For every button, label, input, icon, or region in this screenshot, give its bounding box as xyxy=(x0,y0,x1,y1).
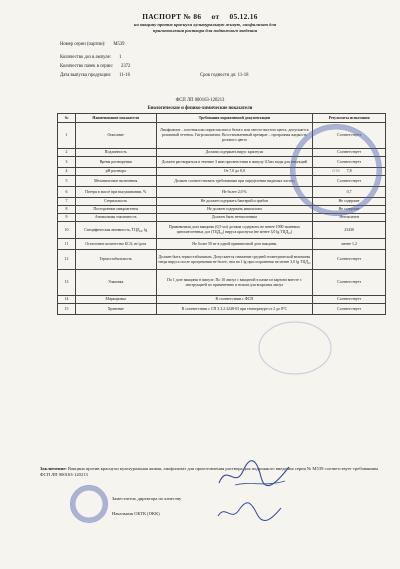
result-cell: Соответствует xyxy=(313,157,386,168)
stamp-faint-mark xyxy=(255,318,335,378)
indicator-name-cell: Термостабильность xyxy=(75,250,156,270)
boxes-label: Количество пачек в серии: xyxy=(60,64,113,69)
table-row xyxy=(58,304,386,315)
result-cell: Соответствует xyxy=(313,176,386,187)
result-cell: Нетоксичен xyxy=(313,214,386,222)
requirement-cell: Не должен содержать бактерий и грибов xyxy=(156,198,313,206)
meta-production-date xyxy=(60,73,130,79)
table-row xyxy=(58,222,386,239)
boxes-value: 2372 xyxy=(120,64,131,69)
row-number-cell: 1 xyxy=(58,123,76,149)
expiry-value: 11-18 xyxy=(237,73,249,78)
requirement-cell: Лиофилизат – плотная или пористая масса белого или светло-желтого цвета, допускается розоватый оттенок. Гигроскопична. Восстановленный препарат – прозрачная жидкость розового цвета xyxy=(156,123,313,149)
row-number-cell: 8 xyxy=(58,206,76,214)
requirement-cell: От 7,0 до 8,0 xyxy=(156,168,313,176)
row-number-cell: 5 xyxy=(58,176,76,187)
indicator-name-cell: Стерильность xyxy=(75,198,156,206)
indicator-name-cell: Посторонние микроагенты xyxy=(75,206,156,214)
indicator-name-cell: Подлинность xyxy=(75,149,156,157)
row-number-cell: 14 xyxy=(58,296,76,304)
result-cell: Соответствует xyxy=(313,149,386,157)
row-number-cell: 2 xyxy=(58,149,76,157)
result-cell: Соответствует xyxy=(313,123,386,149)
result-cell: Соответствует xyxy=(313,270,386,296)
table-row xyxy=(58,270,386,296)
requirement-cell: Должен соответствовать требованиям при определении видимых частиц xyxy=(156,176,313,187)
series-label: Номер серии (партии): xyxy=(60,42,106,47)
indicator-name-cell: Механические включения xyxy=(75,176,156,187)
expiry-label: Срок годности до: xyxy=(200,73,237,78)
indicator-name-cell: Описание xyxy=(75,123,156,149)
column-header-results: Результаты испытания xyxy=(313,114,386,123)
row-number-cell: 3 xyxy=(58,157,76,168)
signer-quality-deputy: Заместитель директора по качеству xyxy=(112,496,182,501)
doses-value: 1 xyxy=(118,55,122,60)
conclusion-text: Вакцина против краснухи культуральная живая, лиофилизат для приготовления раствора для подкожного введения серия № М539 соответствует требованиям ФСП ЛП 000163-120213 xyxy=(40,466,378,477)
requirement-cell: Должен быть термостабильным. Допускается снижение средней геометрической величины титра вируса после прогревания не более, чем на 1 lg при сохранении не менее 3,0 lg ТЦД₅₀ xyxy=(156,250,313,270)
requirement-cell: В соответствии с СП 3.3.2.3248-03 при температуре от 2 до 8°С xyxy=(156,304,313,315)
meta-doses xyxy=(60,55,121,61)
meta-expiry xyxy=(200,73,248,78)
row-number-cell: 4 xyxy=(58,168,76,176)
result-cell: 0,7 xyxy=(313,187,386,198)
table-row xyxy=(58,296,386,304)
requirement-cell: Не более 50 нг в одной прививочной дозе вакцины xyxy=(156,239,313,250)
requirement-cell: Должен быть нетоксичным xyxy=(156,214,313,222)
requirement-cell: По 1 дозе вакцины в ампуле. По 10 ампул с вакциной в пачке из картона вместе с инструкцией по применению и ножом для вскрытия ампул xyxy=(156,270,313,296)
fsp-reference: ФСП ЛП 000163-120213 xyxy=(175,98,225,103)
requirement-cell: Должен растворяться в течение 3 мин при внесении в ампулу 0,5мл воды для инъекций xyxy=(156,157,313,168)
row-number-cell: 15 xyxy=(58,304,76,315)
requirement-cell: Не более 2,0 % xyxy=(156,187,313,198)
indicator-name-cell: Потеря в массе при высушивании, % xyxy=(75,187,156,198)
conclusion-label: Заключение: xyxy=(40,466,67,471)
row-number-cell: 12 xyxy=(58,250,76,270)
row-number-cell: 10 xyxy=(58,222,76,239)
table-row xyxy=(58,239,386,250)
result-cell: Не содержит xyxy=(313,206,386,214)
row-number-cell: 6 xyxy=(58,187,76,198)
stamp-label: ОТК xyxy=(332,167,340,173)
indicator-name-cell: Время растворения xyxy=(75,157,156,168)
production-date-value: 11-16 xyxy=(119,73,130,78)
doses-label: Количество доз в ампуле: xyxy=(60,55,111,60)
signature-deputy xyxy=(215,455,295,495)
organization-stamp xyxy=(290,124,382,216)
column-header-requirements: Требования нормативной документации xyxy=(156,114,313,123)
result-cell: Соответствует xyxy=(313,250,386,270)
document-subtitle xyxy=(60,22,350,33)
signature-qc-head xyxy=(215,498,285,526)
document-title xyxy=(0,12,400,21)
indicator-name-cell: Хранение xyxy=(75,304,156,315)
result-cell: 23430 xyxy=(313,222,386,239)
date-prefix: от xyxy=(211,12,220,21)
result-cell: Не содержит xyxy=(313,198,386,206)
indicator-name-cell: Упаковка xyxy=(75,270,156,296)
requirement-cell: Должна содержать вирус краснухи xyxy=(156,149,313,157)
result-cell: менее 1,2 xyxy=(313,239,386,250)
conclusion xyxy=(40,466,386,477)
row-number-cell: 7 xyxy=(58,198,76,206)
production-date-label: Дата выпуска продукции: xyxy=(60,73,112,78)
title-number: ПАСПОРТ № 86 xyxy=(142,12,202,21)
table-row xyxy=(58,250,386,270)
signer-qc-head: Начальник ОБТК (ОКК) xyxy=(112,511,160,516)
column-header-indicator: Наименование показателя xyxy=(75,114,156,123)
qc-stamp xyxy=(70,485,108,523)
column-header-number: № xyxy=(58,114,76,123)
title-date: 05.12.16 xyxy=(229,12,258,21)
result-cell: 7,8 xyxy=(313,168,386,176)
indicator-name-cell: Маркировка xyxy=(75,296,156,304)
row-number-cell: 9 xyxy=(58,214,76,222)
result-cell: Соответствует xyxy=(313,296,386,304)
requirement-cell: Не должен содержать микоплазм xyxy=(156,206,313,214)
indicator-name-cell: pH раствора xyxy=(75,168,156,176)
indicator-name-cell: Специфическая активность, ТЦД₅₀, lg xyxy=(75,222,156,239)
subtitle-line-2: приготовления раствора для подкожного введения xyxy=(152,27,258,33)
table-title: Биологические и физико-химические показатели xyxy=(147,106,253,111)
indicator-name-cell: Остаточное количество БСА, нг/доза xyxy=(75,239,156,250)
requirement-cell: В соответствии с ФСП xyxy=(156,296,313,304)
row-number-cell: 13 xyxy=(58,270,76,296)
row-number-cell: 11 xyxy=(58,239,76,250)
result-cell: Соответствует xyxy=(313,304,386,315)
table-header-row xyxy=(58,114,386,123)
indicator-name-cell: Аномальная токсичность xyxy=(75,214,156,222)
subtitle-line-1: на вакцину против краснухи культуральную живую, лиофилизат для xyxy=(133,22,277,27)
meta-boxes xyxy=(60,64,130,70)
series-value: М539 xyxy=(113,42,125,47)
requirement-cell: Прививочная доза вакцины (0,5 мл) должна содержать не менее 1000 тканевых цитопатогенных доз (ТЦД₅₀) вируса краснухи (не менее 3,0 lg ТЦД₅₀) xyxy=(156,222,313,239)
meta-series xyxy=(60,42,125,48)
